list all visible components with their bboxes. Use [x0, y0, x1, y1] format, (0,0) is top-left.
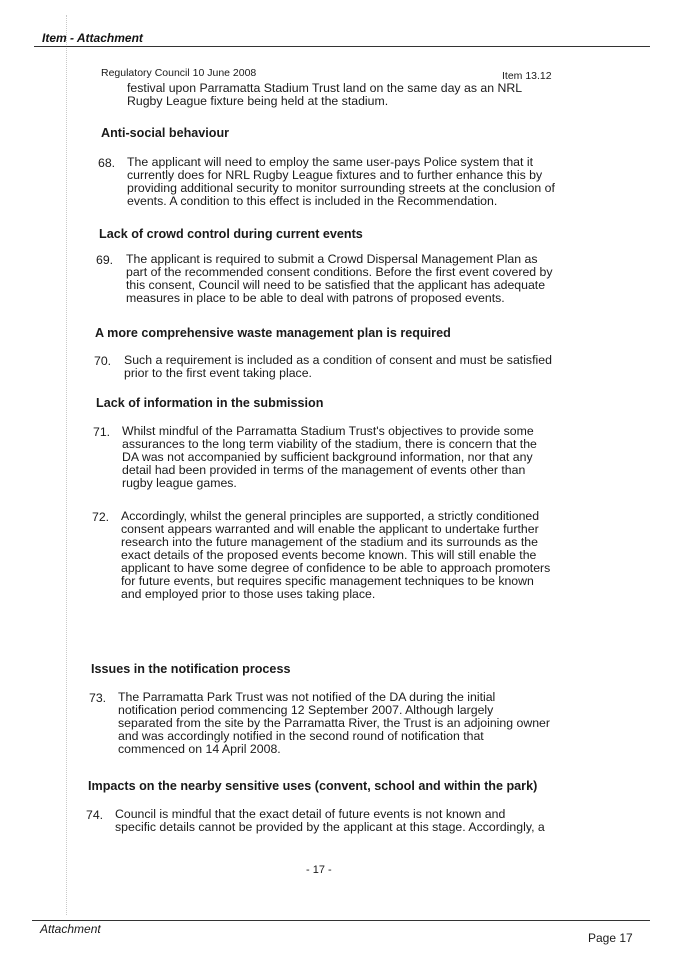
- paragraph-70: Such a requirement is included as a condition of consent and must be satisfied prior to the first event taking place.: [124, 353, 552, 380]
- page-number: - 17 -: [306, 864, 332, 876]
- paragraph-number: 68.: [98, 156, 116, 170]
- paragraph-number: 69.: [96, 253, 114, 267]
- section-heading: Anti-social behaviour: [101, 126, 230, 140]
- footer-rule: [32, 920, 650, 921]
- section-heading: Lack of information in the submission: [96, 396, 324, 410]
- item-number: Item 13.12: [502, 70, 552, 82]
- paragraph-number: 74.: [86, 808, 104, 822]
- intro-paragraph: festival upon Parramatta Stadium Trust land on the same day as an NRL Rugby League fixture being held at the stadium.: [127, 81, 523, 108]
- paragraph-number: 73.: [89, 691, 107, 705]
- header-rule: [34, 46, 650, 47]
- paragraph-number: 70.: [94, 354, 112, 368]
- paragraph-number: 72.: [92, 510, 110, 524]
- footer-page: Page 17: [588, 931, 633, 945]
- paragraph-number: 71.: [93, 425, 111, 439]
- margin-line: [66, 15, 67, 915]
- paragraph-68: The applicant will need to employ the same user-pays Police system that it currently does for NRL Rugby League fixtures and to further enhance this by providing additional security to monitor surrounding streets at the conclusion of events. A condition to this effect is included in the Recommendation.: [127, 155, 555, 208]
- section-heading: Lack of crowd control during current events: [99, 227, 363, 241]
- paragraph-72: Accordingly, whilst the general principles are supported, a strictly conditioned consent appears warranted and will enable the applicant to undertake further research into the future management of the stadium and its surrounds as the exact details of the proposed events become known. This will still enable the applicant to have some degree of confidence to be able to approach promoters for future events, but requires specific management techniques to be known and employed prior to those uses taking place.: [121, 509, 551, 601]
- paragraph-74: Council is mindful that the exact detail of future events is not known and specific details cannot be provided by the applicant at this stage. Accordingly, a: [115, 807, 545, 834]
- footer-label: Attachment: [40, 922, 101, 936]
- section-heading: Issues in the notification process: [91, 662, 291, 676]
- section-heading: A more comprehensive waste management plan is required: [95, 326, 451, 340]
- meeting-info: Regulatory Council 10 June 2008: [101, 67, 257, 79]
- paragraph-71: Whilst mindful of the Parramatta Stadium Trust's objectives to provide some assurances to the long term viability of the stadium, there is concern that the DA was not accompanied by sufficient background information, nor that any detail had been provided in terms of the management of events other than rugby league games.: [122, 424, 537, 490]
- section-heading: Impacts on the nearby sensitive uses (convent, school and within the park): [88, 779, 538, 793]
- paragraph-69: The applicant is required to submit a Crowd Dispersal Management Plan as part of the recommended consent conditions. Before the first event covered by this consent, Council will need to be satisfied that the applicant has adequate measures in place to be able to deal with patrons of proposed events.: [126, 252, 553, 305]
- paragraph-73: The Parramatta Park Trust was not notified of the DA during the initial notification period commencing 12 September 2007. Although largely separated from the site by the Parramatta River, the Trust is an adjoining owner and was accordingly notified in the second round of notification that commenced on 14 April 2008.: [118, 690, 550, 756]
- header-title: Item - Attachment: [42, 31, 143, 45]
